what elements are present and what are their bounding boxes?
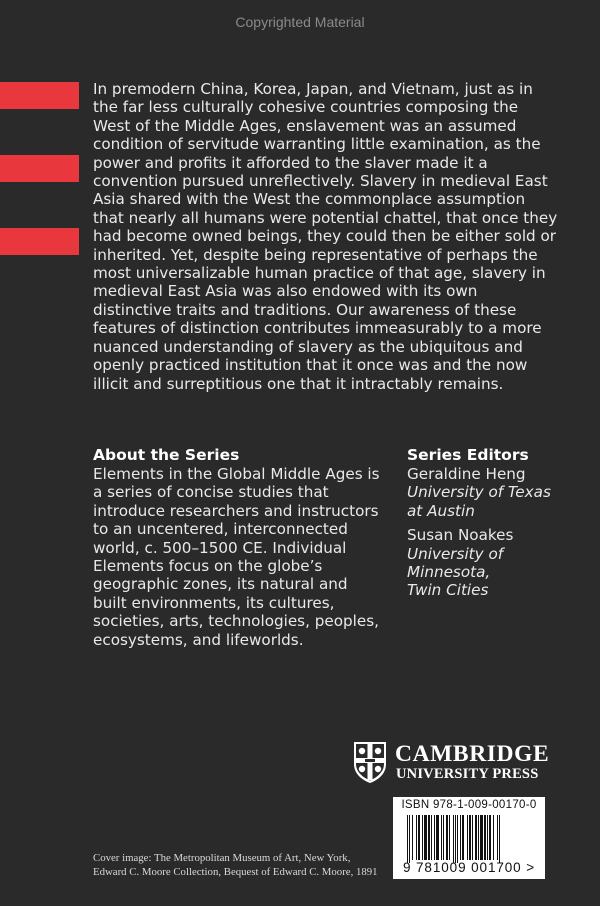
editor-affiliation: Twin Cities	[407, 581, 489, 600]
editor-name: Geraldine Heng	[407, 465, 526, 483]
series-editors-section	[407, 446, 582, 606]
editor-name: Susan Noakes	[407, 526, 514, 545]
cover-credit-line: Cover image: The Metropolitan Museum of Art, New York,	[93, 852, 351, 864]
editor-affiliation: Minnesota,	[407, 563, 491, 582]
barcode-digits: 9 781009 001700 >	[402, 860, 536, 875]
editor-affiliation: at Austin	[407, 501, 475, 520]
editor-entry	[407, 465, 582, 520]
publisher-subtitle: UNIVERSITY PRESS	[396, 766, 539, 782]
editor-entry	[407, 526, 582, 600]
editor-affiliation: University of	[407, 544, 504, 563]
book-blurb: In premodern China, Korea, Japan, and Vietnam, just as in the far less culturally cohesive countries composing the West of the Middle Ages, enslavement was an assumed condition of servitude warranting little examination, as the power and profits it afforded to the slaver made it a convention pursued unreflectively. Slavery in medieval East Asia shared with the West the commonplace assumption that nearly all humans were potential chattel, that once they had become owned beings, they could then be either sold or inherited. Yet, despite being representative of perhaps the most universalizable human practice of that age, slavery in medieval East Asia was also endowed with its own distinctive traits and traditions. Our awareness of these features of distinction contributes immeasurably to a more nuanced understanding of slavery as the ubiquitous and openly practiced institution that it once was and the now illicit and surreptitious one that it intractably remains.	[93, 80, 558, 393]
series-editors-title: Series Editors	[407, 446, 529, 464]
cambridge-shield-icon	[352, 740, 388, 784]
red-accent-bar	[0, 82, 79, 109]
about-series-section	[93, 446, 383, 649]
cover-image-credit	[93, 852, 383, 879]
red-accent-bar	[0, 155, 79, 182]
red-accent-bar	[0, 228, 79, 255]
about-series-text: Elements in the Global Middle Ages is a series of concise studies that introduce researchers and instructors to an uncentered, interconnected world, c. 500–1500 CE. Individual Elements focus on the globe’s geographic zones, its natural and built environments, its cultures, societies, arts, technologies, peoples, ecosystems, and lifeworlds.	[93, 465, 380, 649]
isbn-barcode	[393, 797, 545, 879]
about-series-title: About the Series	[93, 446, 240, 464]
cover-credit-line: Edward C. Moore Collection, Bequest of Edward C. Moore, 1891	[93, 865, 378, 878]
isbn-label: ISBN 978-1-009-00170-0	[401, 799, 537, 811]
publisher-name: CAMBRIDGE	[395, 741, 550, 767]
editor-affiliation: University of Texas	[407, 483, 551, 502]
copyright-watermark: Copyrighted Material	[235, 14, 365, 30]
